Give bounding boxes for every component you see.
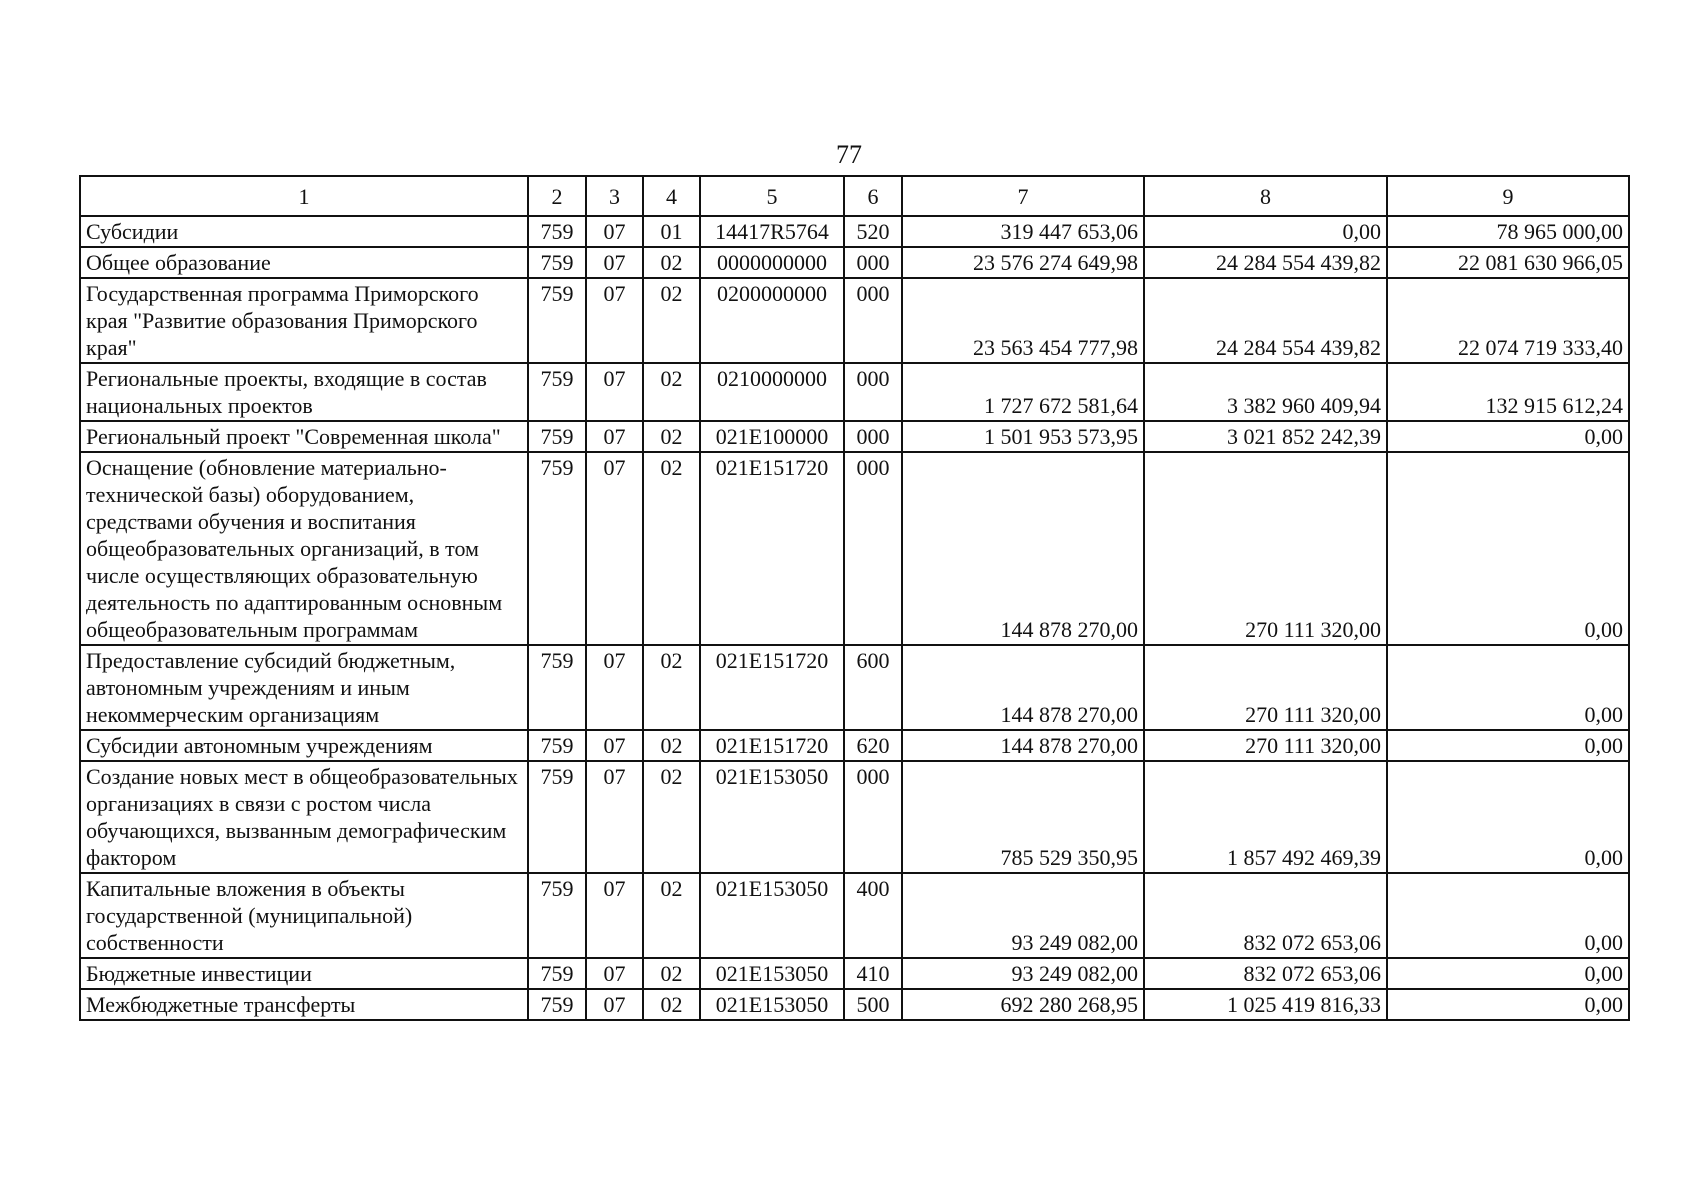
column-header: 4: [643, 176, 700, 216]
col7-amount: 144 878 270,00: [902, 645, 1144, 730]
col4-code: 02: [643, 761, 700, 873]
table-row: [80, 645, 1629, 730]
row-name: Субсидии автономным учреждениям: [80, 730, 528, 761]
col5-code: 021E153050: [700, 761, 844, 873]
col3-code: 07: [586, 452, 643, 645]
row-name: Предоставление субсидий бюджетным, автономным учреждениям и иным некоммерческим организациям: [80, 645, 528, 730]
col2-code: 759: [528, 216, 586, 247]
col9-amount: 0,00: [1387, 958, 1629, 989]
col9-amount: 0,00: [1387, 989, 1629, 1020]
col3-code: 07: [586, 421, 643, 452]
col6-code: 410: [844, 958, 902, 989]
col4-code: 02: [643, 873, 700, 958]
col7-amount: 692 280 268,95: [902, 989, 1144, 1020]
table-row: [80, 761, 1629, 873]
col2-code: 759: [528, 761, 586, 873]
col3-code: 07: [586, 645, 643, 730]
col8-amount: 3 382 960 409,94: [1144, 363, 1387, 421]
row-name: Бюджетные инвестиции: [80, 958, 528, 989]
table-row: [80, 989, 1629, 1020]
col9-amount: 132 915 612,24: [1387, 363, 1629, 421]
col5-code: 021E153050: [700, 989, 844, 1020]
row-name: Государственная программа Приморского края "Развитие образования Приморского края": [80, 278, 528, 363]
column-header: 6: [844, 176, 902, 216]
col2-code: 759: [528, 363, 586, 421]
col3-code: 07: [586, 247, 643, 278]
col9-amount: 0,00: [1387, 730, 1629, 761]
table-row: [80, 247, 1629, 278]
column-header: 5: [700, 176, 844, 216]
col8-amount: 24 284 554 439,82: [1144, 247, 1387, 278]
column-header: 8: [1144, 176, 1387, 216]
col5-code: 021E151720: [700, 730, 844, 761]
col7-amount: 785 529 350,95: [902, 761, 1144, 873]
col5-code: 0200000000: [700, 278, 844, 363]
col2-code: 759: [528, 421, 586, 452]
row-name: Региональные проекты, входящие в состав национальных проектов: [80, 363, 528, 421]
col9-amount: 22 081 630 966,05: [1387, 247, 1629, 278]
col7-amount: 93 249 082,00: [902, 958, 1144, 989]
col9-amount: 0,00: [1387, 761, 1629, 873]
row-name: Капитальные вложения в объекты государственной (муниципальной) собственности: [80, 873, 528, 958]
col4-code: 02: [643, 645, 700, 730]
col7-amount: 1 727 672 581,64: [902, 363, 1144, 421]
col2-code: 759: [528, 958, 586, 989]
table-row: [80, 452, 1629, 645]
col8-amount: 832 072 653,06: [1144, 873, 1387, 958]
col6-code: 620: [844, 730, 902, 761]
col9-amount: 0,00: [1387, 452, 1629, 645]
table-row: [80, 216, 1629, 247]
col6-code: 000: [844, 278, 902, 363]
col8-amount: 832 072 653,06: [1144, 958, 1387, 989]
col9-amount: 0,00: [1387, 421, 1629, 452]
col9-amount: 0,00: [1387, 873, 1629, 958]
col7-amount: 319 447 653,06: [902, 216, 1144, 247]
col6-code: 500: [844, 989, 902, 1020]
col4-code: 02: [643, 278, 700, 363]
col4-code: 02: [643, 452, 700, 645]
col9-amount: 0,00: [1387, 645, 1629, 730]
page-number: 77: [836, 140, 862, 169]
row-name: Региональный проект "Современная школа": [80, 421, 528, 452]
col7-amount: 1 501 953 573,95: [902, 421, 1144, 452]
col7-amount: 144 878 270,00: [902, 730, 1144, 761]
col5-code: 0000000000: [700, 247, 844, 278]
col3-code: 07: [586, 873, 643, 958]
col8-amount: 1 025 419 816,33: [1144, 989, 1387, 1020]
table-row: [80, 873, 1629, 958]
col6-code: 600: [844, 645, 902, 730]
col5-code: 021E151720: [700, 452, 844, 645]
table-row: [80, 421, 1629, 452]
col2-code: 759: [528, 278, 586, 363]
col7-amount: 93 249 082,00: [902, 873, 1144, 958]
col6-code: 000: [844, 363, 902, 421]
col5-code: 021E100000: [700, 421, 844, 452]
col6-code: 400: [844, 873, 902, 958]
col8-amount: 270 111 320,00: [1144, 645, 1387, 730]
budget-table: [79, 175, 1630, 1021]
column-header: 1: [80, 176, 528, 216]
col6-code: 000: [844, 421, 902, 452]
col5-code: 14417R5764: [700, 216, 844, 247]
col6-code: 000: [844, 452, 902, 645]
col2-code: 759: [528, 452, 586, 645]
col7-amount: 23 563 454 777,98: [902, 278, 1144, 363]
col3-code: 07: [586, 989, 643, 1020]
col7-amount: 23 576 274 649,98: [902, 247, 1144, 278]
table-row: [80, 730, 1629, 761]
col3-code: 07: [586, 363, 643, 421]
col4-code: 02: [643, 247, 700, 278]
col3-code: 07: [586, 958, 643, 989]
header-row: [80, 176, 1629, 216]
col3-code: 07: [586, 761, 643, 873]
row-name: Оснащение (обновление материально-технической базы) оборудованием, средствами обучения и воспитания общеобразовательных организаций, в том числе осуществляющих образовательную деятельность по адаптированным основным общеобразовательным программам: [80, 452, 528, 645]
col6-code: 000: [844, 247, 902, 278]
col8-amount: 1 857 492 469,39: [1144, 761, 1387, 873]
col5-code: 021E153050: [700, 958, 844, 989]
column-header: 2: [528, 176, 586, 216]
col8-amount: 270 111 320,00: [1144, 730, 1387, 761]
table-row: [80, 363, 1629, 421]
col9-amount: 78 965 000,00: [1387, 216, 1629, 247]
col3-code: 07: [586, 730, 643, 761]
col5-code: 0210000000: [700, 363, 844, 421]
row-name: Межбюджетные трансферты: [80, 989, 528, 1020]
row-name: Общее образование: [80, 247, 528, 278]
table-row: [80, 958, 1629, 989]
row-name: Субсидии: [80, 216, 528, 247]
col2-code: 759: [528, 989, 586, 1020]
col9-amount: 22 074 719 333,40: [1387, 278, 1629, 363]
col5-code: 021E153050: [700, 873, 844, 958]
col8-amount: 270 111 320,00: [1144, 452, 1387, 645]
col2-code: 759: [528, 247, 586, 278]
col8-amount: 24 284 554 439,82: [1144, 278, 1387, 363]
col3-code: 07: [586, 278, 643, 363]
col5-code: 021E151720: [700, 645, 844, 730]
col2-code: 759: [528, 873, 586, 958]
col2-code: 759: [528, 730, 586, 761]
column-header: 3: [586, 176, 643, 216]
col7-amount: 144 878 270,00: [902, 452, 1144, 645]
col4-code: 02: [643, 421, 700, 452]
col4-code: 02: [643, 989, 700, 1020]
col4-code: 01: [643, 216, 700, 247]
col8-amount: 3 021 852 242,39: [1144, 421, 1387, 452]
col6-code: 000: [844, 761, 902, 873]
column-header: 7: [902, 176, 1144, 216]
col4-code: 02: [643, 958, 700, 989]
col2-code: 759: [528, 645, 586, 730]
column-header: 9: [1387, 176, 1629, 216]
col6-code: 520: [844, 216, 902, 247]
col4-code: 02: [643, 363, 700, 421]
table-row: [80, 278, 1629, 363]
col3-code: 07: [586, 216, 643, 247]
col8-amount: 0,00: [1144, 216, 1387, 247]
row-name: Создание новых мест в общеобразовательных организациях в связи с ростом числа обучающихся, вызванным демографическим фактором: [80, 761, 528, 873]
col4-code: 02: [643, 730, 700, 761]
